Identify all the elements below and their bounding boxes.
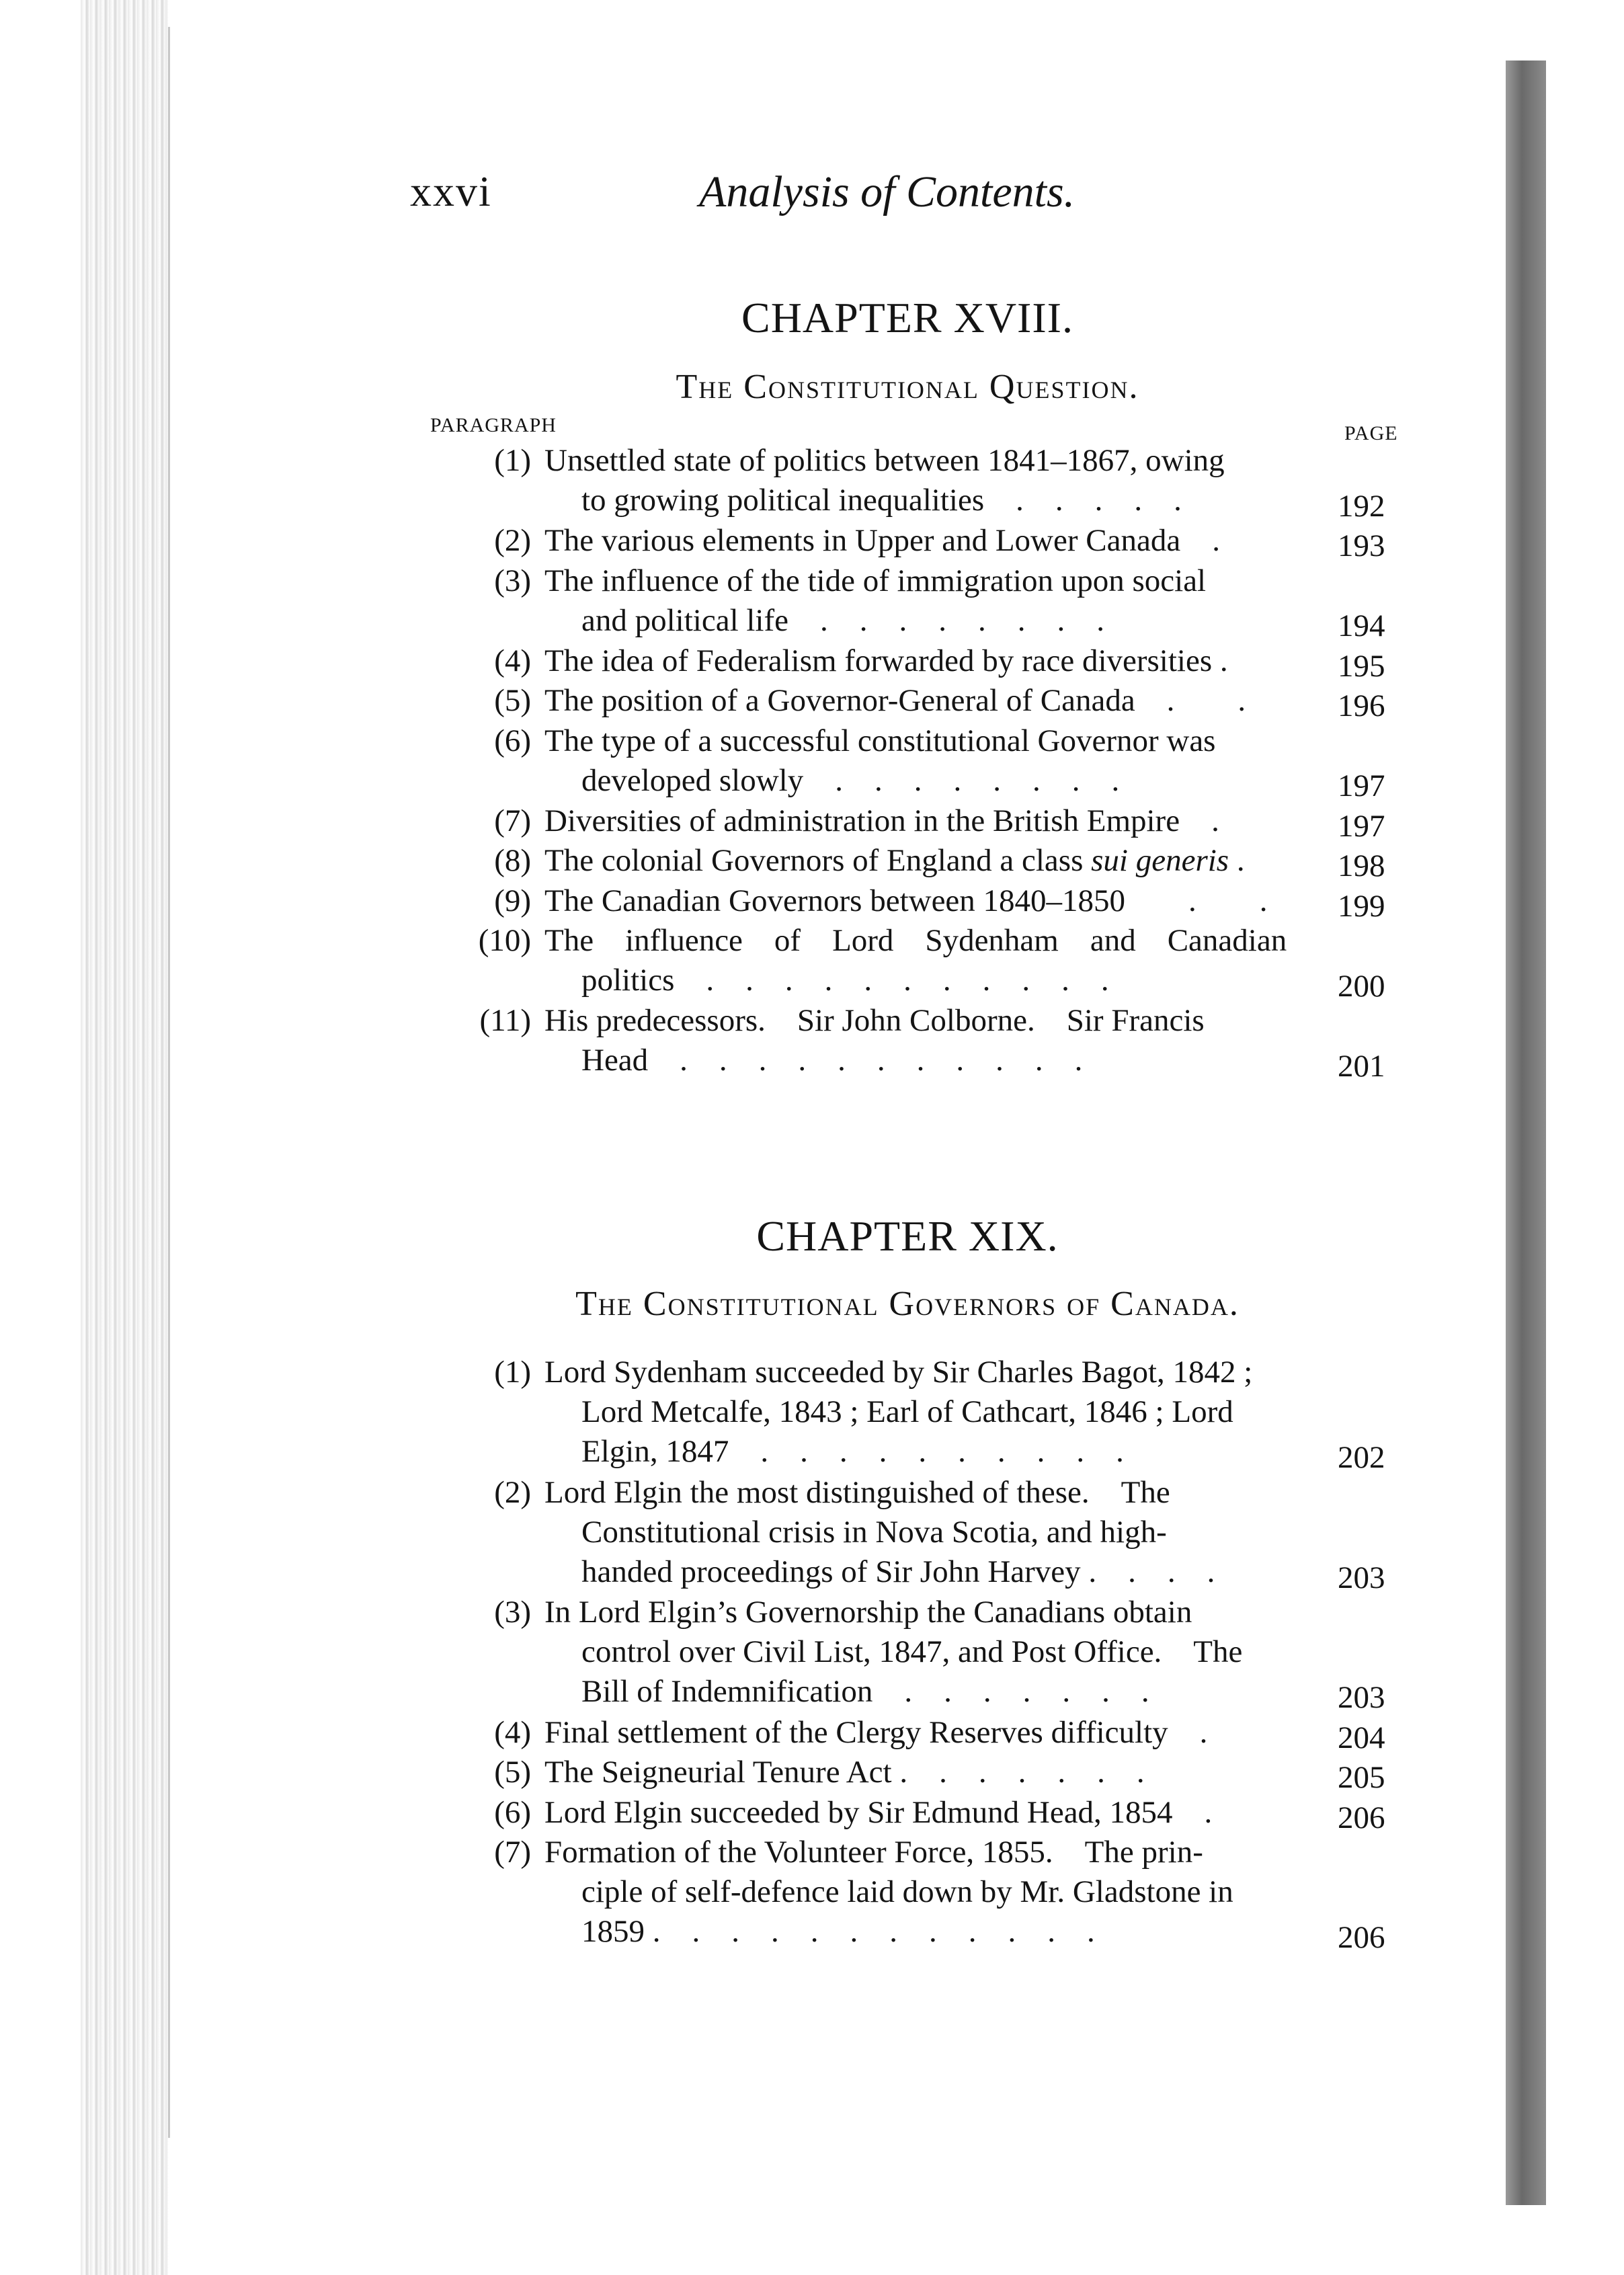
paragraph-number: (3) [494,1595,531,1630]
chapter-19-subtitle: The Constitutional Governors of Canada. [575,1285,1240,1323]
page-number: 192 [1338,488,1385,524]
page-number: 201 [1338,1048,1385,1084]
entry-text [544,1353,1291,1472]
paragraph-number: (9) [494,883,531,918]
entry-line: Final settlement of the Clergy Reserves difficulty . [544,1714,1208,1750]
page-number: 203 [1338,1560,1385,1595]
entry-line: and political life . . . . . . . . [581,602,1105,638]
toc-entry [430,841,1398,881]
entry-line: Bill of Indemnification . . . . . . . [581,1674,1149,1709]
entry-line: to growing political inequalities . . . . . [581,483,1182,518]
paragraph-column-label: PARAGRAPH [430,414,557,436]
entry-line-start: The colonial Governors of England a class [544,843,1092,878]
page-number: 193 [1338,528,1385,563]
entry-line: Elgin, 1847 . . . . . . . . . . [581,1434,1124,1469]
entry-line: Diversities of administration in the British Empire . [544,803,1219,838]
page-number: 195 [1338,648,1385,684]
paragraph-number: (6) [494,1794,531,1830]
entry-line: Lord Elgin the most distinguished of these. The [544,1474,1170,1510]
entry-text [544,1713,1291,1753]
toc-entry [430,721,1398,801]
running-title: Analysis of Contents. [699,167,1075,216]
page-number: 199 [1338,888,1385,924]
entry-line: Lord Elgin succeeded by Sir Edmund Head, 1854 . [544,1794,1213,1830]
toc-entry [430,441,1398,524]
toc-entry [430,521,1398,561]
entry-line: 1859 . . . . . . . . . . . . [581,1914,1095,1949]
entry-text [544,721,1291,801]
page-number: 198 [1338,848,1385,883]
page-folio: xxvi [410,167,492,215]
entry-text [544,1593,1291,1712]
toc-entry [430,561,1398,641]
toc-entry [430,1833,1398,1953]
entry-line: control over Civil List, 1847, and Post Office. The [581,1634,1243,1669]
entry-line: In Lord Elgin’s Governorship the Canadians obtain [544,1595,1192,1630]
entry-line [544,841,1291,881]
toc-entry [430,1473,1398,1593]
page-number: 197 [1338,768,1385,803]
paragraph-number: (7) [494,1835,531,1870]
entry-line: developed slowly . . . . . . . . [581,762,1120,798]
page-number: 200 [1338,968,1385,1004]
entry-line: Formation of the Volunteer Force, 1855. The prin- [544,1835,1203,1870]
paragraph-number: (8) [494,843,531,878]
entry-text [544,561,1291,641]
entry-text [544,521,1291,561]
entry-line: The position of a Governor-General of Canada . . [544,683,1246,718]
toc-entry [430,681,1398,721]
paragraph-number: (2) [494,1474,531,1510]
page-number: 202 [1338,1440,1385,1475]
page-number: 203 [1338,1680,1385,1715]
entry-line: Constitutional crisis in Nova Scotia, and high- [581,1514,1167,1550]
entry-line: The influence of the tide of immigration upon social [544,563,1207,598]
paragraph-number: (11) [479,1003,531,1038]
chapter-18-title: CHAPTER XVIII. [741,294,1073,342]
page-number: 197 [1338,808,1385,844]
entry-text [544,921,1291,1000]
entry-text [544,881,1291,921]
entry-text [544,441,1291,520]
entry-text [544,1473,1291,1592]
paragraph-number: (4) [494,643,531,678]
running-head [410,167,1398,227]
entry-line: Unsettled state of politics between 1841–1867, owing [544,443,1225,478]
scan-margin [1546,40,1624,2275]
entry-line-end: . [1229,843,1245,878]
paragraph-number: (4) [494,1714,531,1750]
toc-entry [430,1593,1398,1713]
page-number: 196 [1338,688,1385,723]
toc-entry [430,1793,1398,1833]
entry-line: Lord Sydenham succeeded by Sir Charles Bagot, 1842 ; [544,1355,1253,1390]
entry-line: The Seigneurial Tenure Act . . . . . . . [544,1755,1145,1790]
entry-text [544,841,1291,881]
italic-phrase: sui generis [1091,843,1229,878]
entry-line: Head . . . . . . . . . . . [581,1043,1083,1078]
entry-line: politics . . . . . . . . . . . [581,963,1109,998]
toc-entry [430,1753,1398,1793]
page-column-label: PAGE [1344,422,1398,444]
entry-text [544,681,1291,721]
page-number: 206 [1338,1800,1385,1835]
entry-line: ciple of self-defence laid down by Mr. Gladstone in [581,1874,1233,1909]
paragraph-number: (1) [494,1355,531,1390]
toc-entry [430,801,1398,842]
entry-line: The Canadian Governors between 1840–1850 . . [544,883,1268,918]
chapter-18-subtitle: The Constitutional Question. [676,368,1139,406]
toc-entry [430,1713,1398,1753]
entry-text [544,1793,1291,1833]
entry-line: The various elements in Upper and Lower Canada . [544,523,1220,558]
book-page-edges [81,0,168,2275]
chapter-19-title: CHAPTER XIX. [756,1212,1059,1260]
paragraph-number: (7) [494,803,531,838]
page-fold-shadow [1506,61,1546,2205]
entry-line: The type of a successful constitutional Governor was [544,723,1216,758]
page-number: 206 [1338,1920,1385,1955]
paragraph-number: (5) [494,1755,531,1790]
toc-entry [430,1001,1398,1084]
page-number: 204 [1338,1720,1385,1755]
toc-entry [430,641,1398,682]
entry-line: The idea of Federalism forwarded by race diversities . [544,643,1228,678]
toc-entry [430,881,1398,922]
page-number: 194 [1338,608,1385,643]
page-number: 205 [1338,1760,1385,1795]
paragraph-number: (3) [494,563,531,598]
entry-line: handed proceedings of Sir John Harvey . . . . [581,1554,1215,1589]
entry-text [544,801,1291,841]
entry-text [544,1753,1291,1792]
entry-line: The influence of Lord Sydenham and Canadian [544,923,1287,958]
toc-entry [430,1353,1398,1473]
paragraph-number: (5) [494,683,531,718]
paragraph-number: (2) [494,523,531,558]
paragraph-number: (6) [494,723,531,758]
entry-text [544,1001,1291,1080]
entry-text [544,1833,1291,1952]
paragraph-number: (1) [494,443,531,478]
paragraph-number: (10) [478,923,531,958]
entry-line: Lord Metcalfe, 1843 ; Earl of Cathcart, 1846 ; Lord [581,1394,1233,1429]
toc-entry [430,921,1398,1004]
entry-line: His predecessors. Sir John Colborne. Sir Francis [544,1003,1205,1038]
entry-text [544,641,1291,681]
